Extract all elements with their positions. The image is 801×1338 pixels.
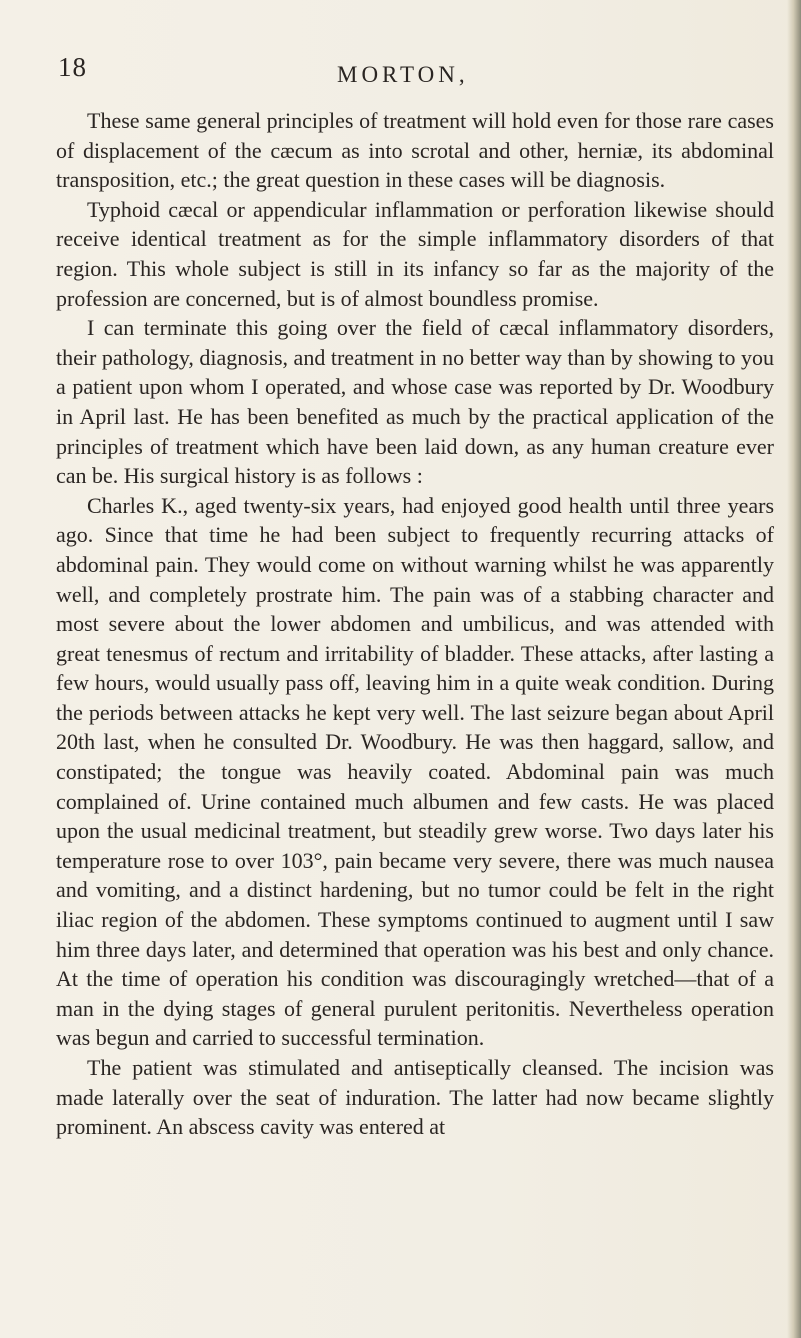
running-head: MORTON, <box>337 62 469 87</box>
paragraph: Charles K., aged twenty-six years, had enjoyed good health until three years ago. Since that time he had been subject to frequently recurring attacks of abdominal pain. They would come on without warning whilst he was apparently well, and completely prostrate him. The pain was of a stabbing character and most severe about the lower abdomen and umbilicus, and was attended with great tenesmus of rectum and irritability of bladder. These attacks, after lasting a few hours, would usually pass off, leaving him in a quite weak condition. During the periods between attacks he kept very well. The last seizure began about April 20th last, when he consulted Dr. Woodbury. He was then haggard, sallow, and constipated; the tongue was heavily coated. Abdominal pain was much complained of. Urine contained much albumen and few casts. He was placed upon the usual medicinal treatment, but steadily grew worse. Two days later his temperature rose to over 103°, pain became very severe, there was much nausea and vomiting, and a distinct hardening, but no tumor could be felt in the right iliac region of the abdomen. These symptoms continued to augment until I saw him three days later, and determined that operation was his best and only chance. At the time of operation his condition was discouragingly wretched—that of a man in the dying stages of general purulent peritonitis. Nevertheless operation was begun and carried to successful termination. <box>56 492 774 1051</box>
paragraph: The patient was stimulated and antiseptically cleansed. The incision was made laterally over the seat of induration. The latter had now became slightly prominent. An abscess cavity was entered at <box>56 1055 774 1140</box>
body-text <box>56 106 774 1142</box>
paragraph: I can terminate this going over the field of cæcal inflammatory disorders, their pathology, diagnosis, and treatment in no better way than by showing to you a patient upon whom I operated, and whose case was reported by Dr. Woodbury in April last. He has been benefited as much by the practical application of the principles of treatment which have been laid down, as any human creature ever can be. His surgical history is as follows : <box>56 315 774 489</box>
paragraph: Typhoid cæcal or appendicular inflammation or perforation likewise should receive identical treatment as for the simple inflammatory disorders of that region. This whole subject is still in its infancy so far as the majority of the profession are concerned, but is of almost boundless promise. <box>56 196 774 311</box>
page-edge-shadow <box>787 0 801 1338</box>
paragraph: These same general principles of treatment will hold even for those rare cases of displacement of the cæcum as into scrotal and other, herniæ, its abdominal transposition, etc.; the great question in these cases will be diagnosis. <box>56 108 774 193</box>
page-number: 18 <box>58 52 87 82</box>
